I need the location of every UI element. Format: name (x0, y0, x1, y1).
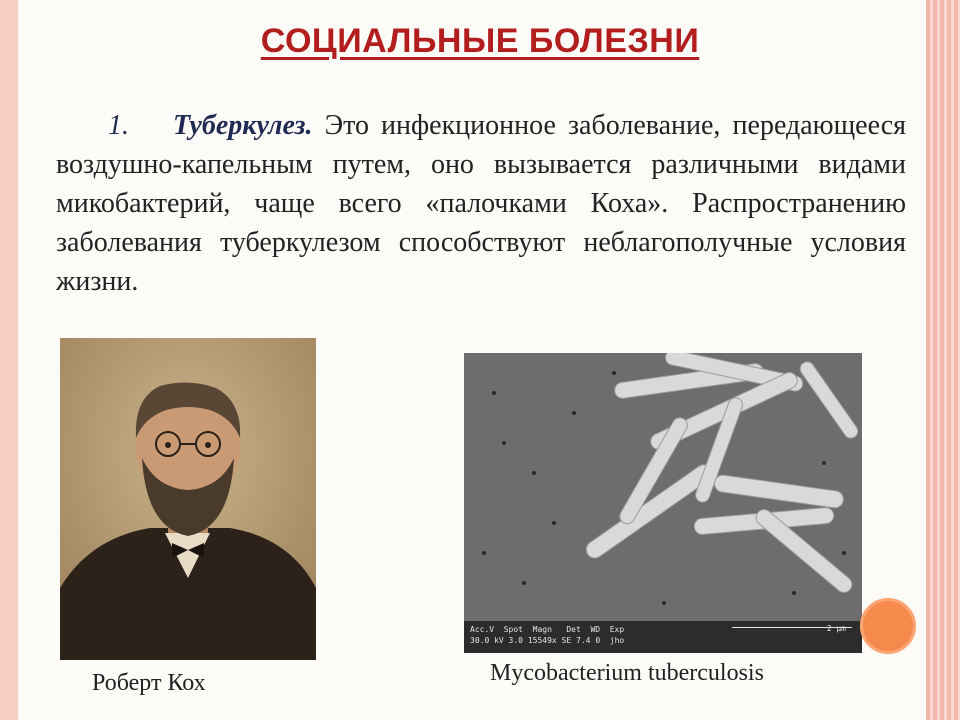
mycobacterium-micrograph (464, 353, 862, 653)
paragraph-text: Это инфекционное заболевание, передающееся воздушно-капельным путем, оно вызывается различными видами микобактерий, чаще всего «палочками Коха». Распространению заболевания туберкулезом способствуют неблагополучные условия жизни. (56, 110, 907, 297)
robert-koch-portrait (60, 338, 316, 660)
term-tuberculosis: Туберкулез. (173, 110, 313, 141)
slide-title: СОЦИАЛЬНЫЕ БОЛЕЗНИ (260, 22, 700, 60)
body-paragraph (56, 106, 906, 301)
portrait-illustration (60, 338, 316, 660)
sem-header-row: Acc.V Spot Magn Det WD Exp (470, 625, 625, 634)
sem-scale-bar: 2 µm (732, 627, 852, 628)
sem-info-bar (464, 621, 862, 653)
micrograph-illustration (464, 353, 862, 621)
sem-values-row: 30.0 kV 3.0 15549x SE 7.4 0 jho (470, 636, 625, 645)
left-frame-border (0, 0, 18, 720)
portrait-caption: Роберт Кох (92, 670, 206, 696)
decorative-circle (860, 598, 916, 654)
list-number: 1. (108, 110, 129, 141)
right-frame-border (926, 0, 960, 720)
micrograph-caption: Mycobacterium tuberculosis (490, 660, 764, 686)
